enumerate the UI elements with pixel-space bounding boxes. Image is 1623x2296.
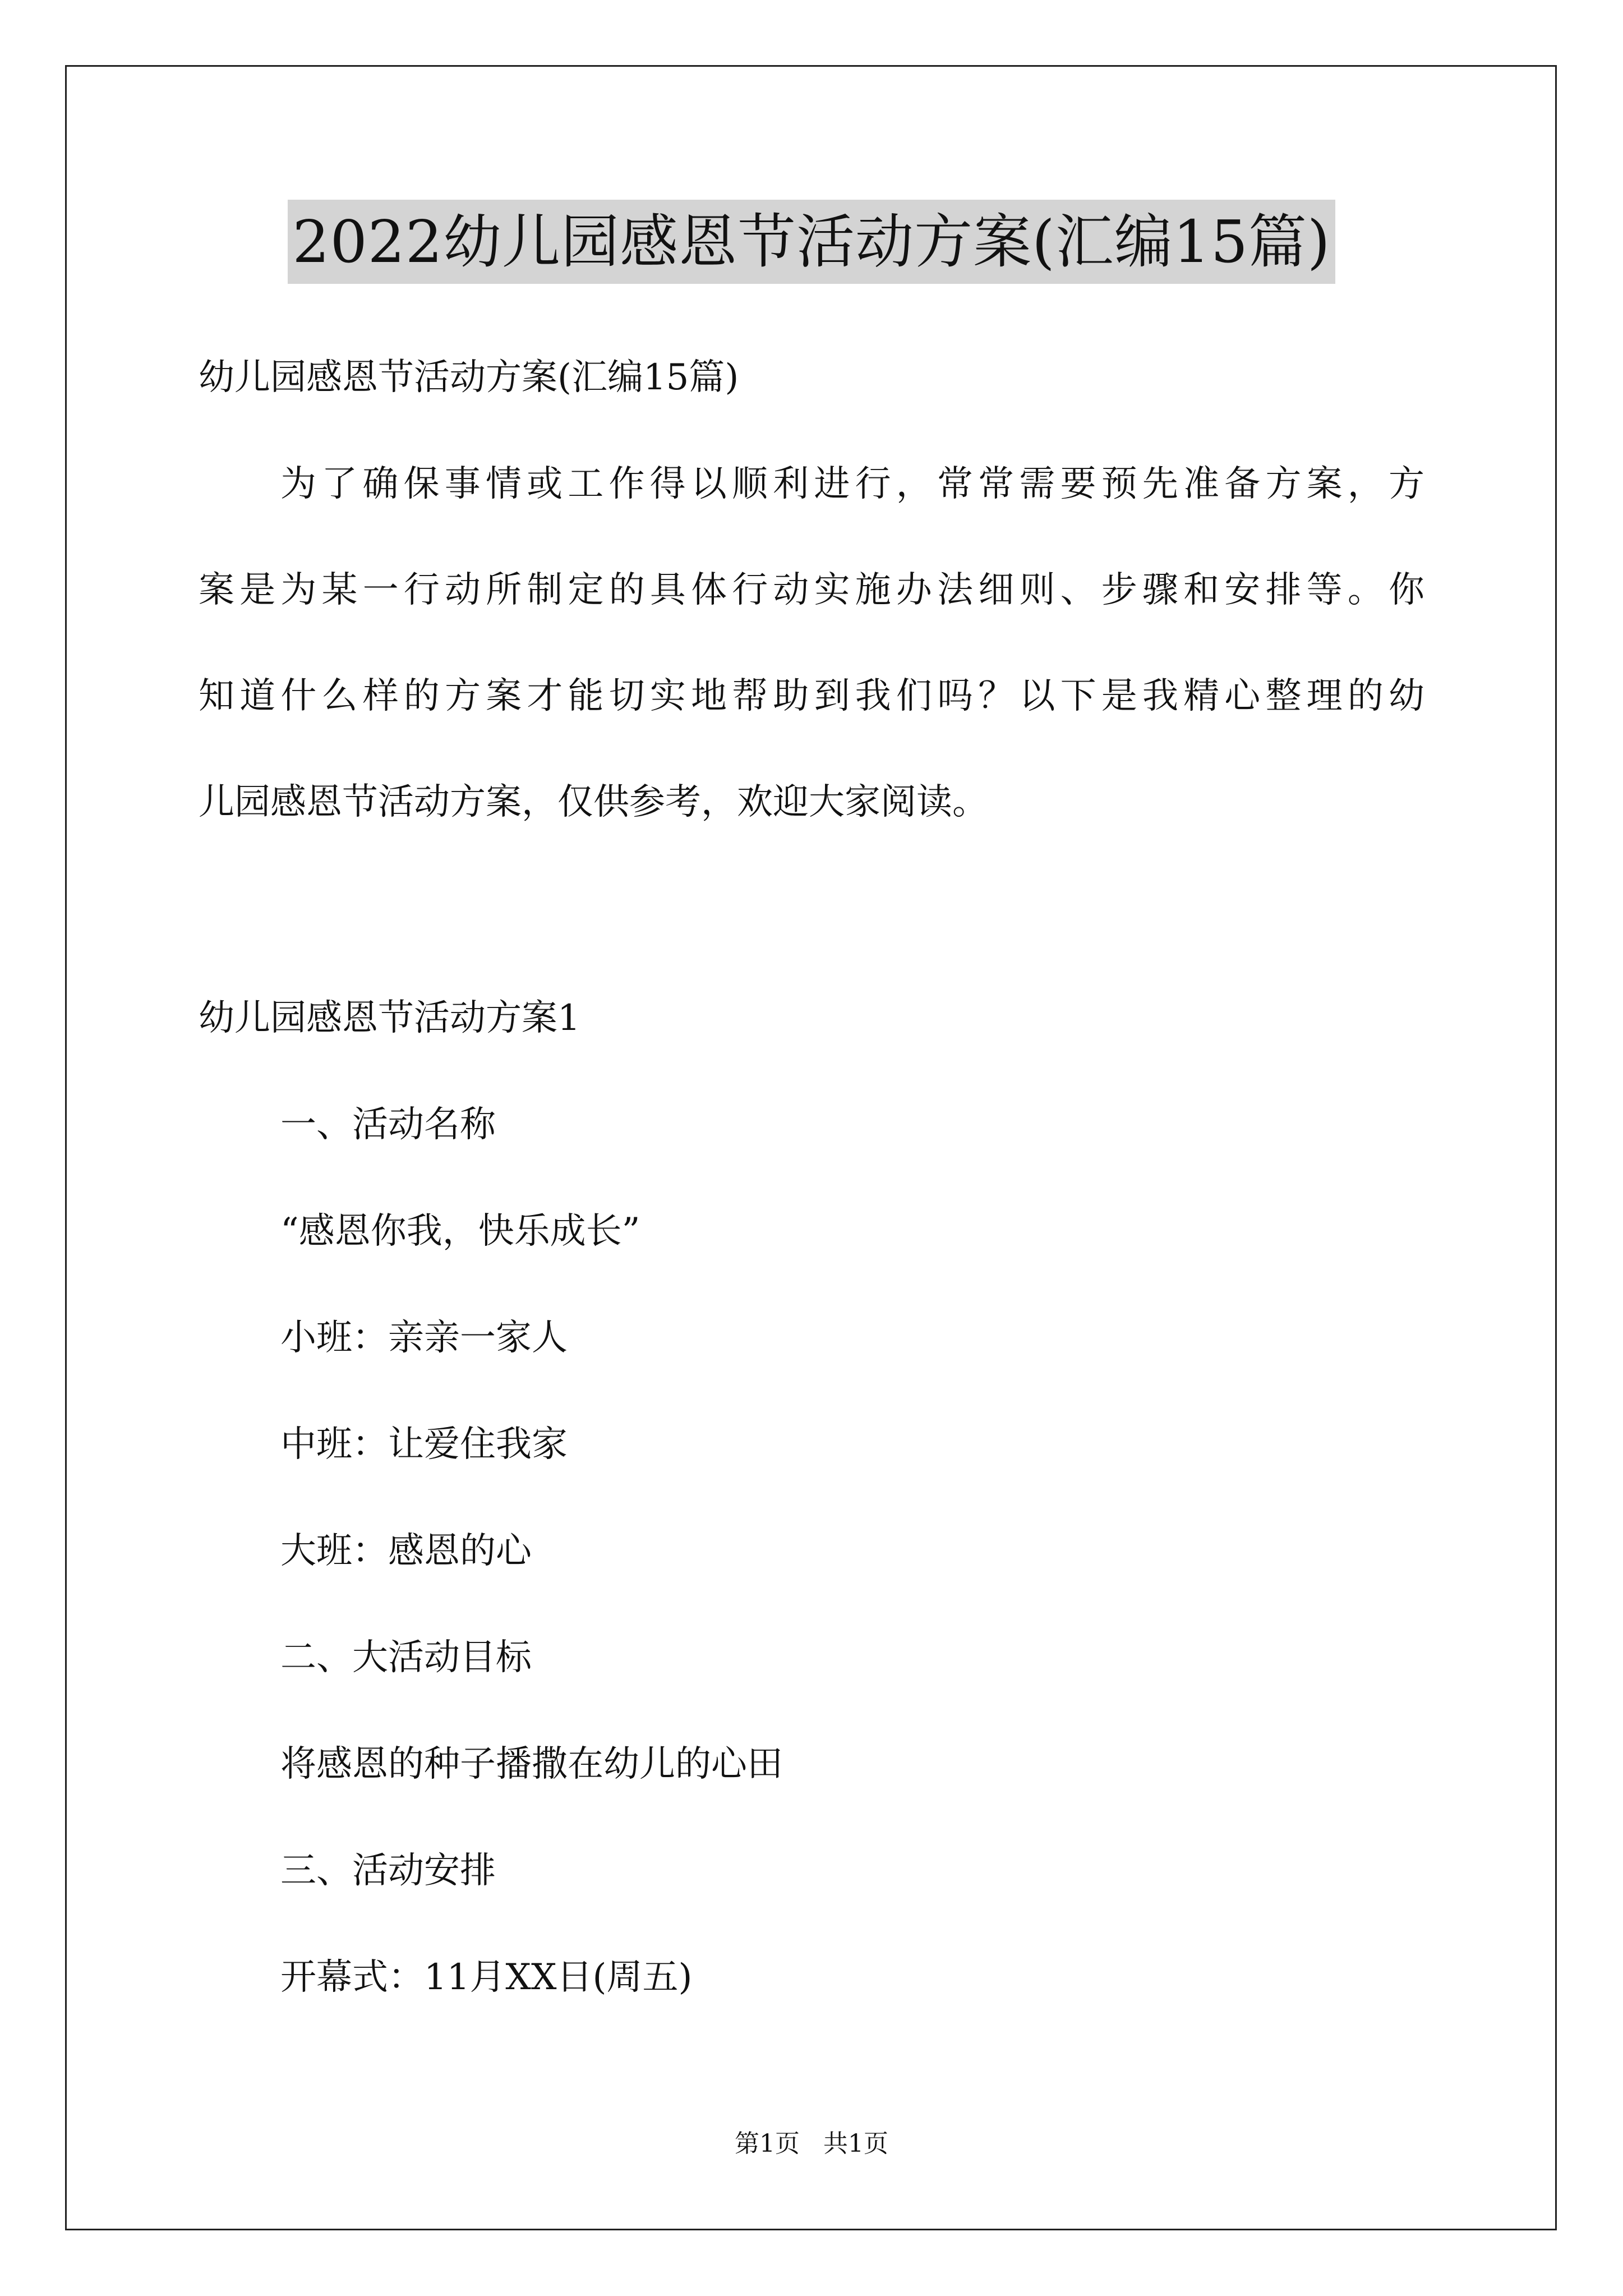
title-container [0, 200, 1623, 284]
item-goal-heading: 二、大活动目标 [280, 1637, 532, 1678]
item-activity-name-heading: 一、活动名称 [280, 1104, 496, 1145]
item-middle-class: 中班：让爱住我家 [280, 1424, 568, 1465]
item-arrangement-heading: 三、活动安排 [280, 1850, 496, 1892]
item-small-class: 小班：亲亲一家人 [280, 1317, 568, 1359]
section-title: 幼儿园感恩节活动方案1 [199, 997, 580, 1039]
intro-line-2: 案是为某一行动所制定的具体行动实施办法细则、步骤和安排等。你 [199, 569, 1424, 611]
intro-line-3: 知道什么样的方案才能切实地帮助到我们吗？以下是我精心整理的幼 [199, 675, 1424, 717]
document-subtitle: 幼儿园感恩节活动方案(汇编15篇) [199, 357, 739, 398]
intro-line-1: 为了确保事情或工作得以顺利进行，常常需要预先准备方案，方 [280, 463, 1424, 505]
document-title: 2022幼儿园感恩节活动方案(汇编15篇) [288, 200, 1335, 284]
item-opening-ceremony: 开幕式：11月XX日(周五) [280, 1957, 693, 1998]
page-footer: 第1页 共1页 [735, 2129, 888, 2158]
intro-line-4: 儿园感恩节活动方案，仅供参考，欢迎大家阅读。 [199, 781, 988, 823]
item-large-class: 大班：感恩的心 [280, 1530, 532, 1572]
item-goal-text: 将感恩的种子播撒在幼儿的心田 [280, 1743, 783, 1785]
item-activity-slogan: “感恩你我，快乐成长” [280, 1211, 640, 1252]
